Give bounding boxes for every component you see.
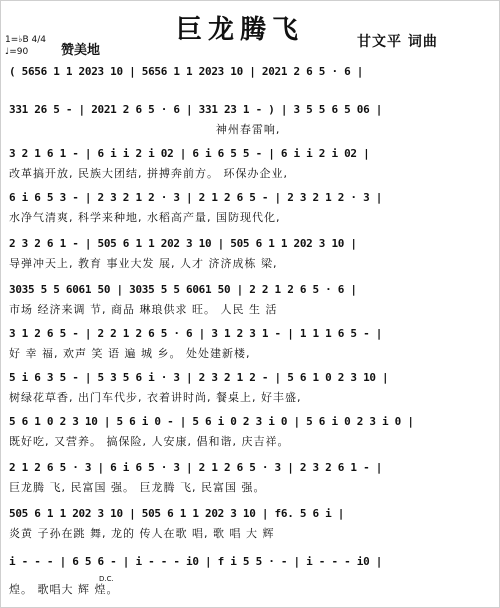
lyric-line: 煌。 歌唱大 辉 煌。 bbox=[9, 583, 119, 596]
music-line: 2 3 2 6 1 - | 505 6 1 1 202 3 10 | 505 6 1 1 202 3 10 | bbox=[9, 237, 357, 250]
author-credit: 甘文平 词曲 bbox=[357, 34, 438, 50]
music-line: 3035 5 5 6061 50 | 3035 5 5 6061 50 | 2 2 1 2 6 5 · 6 | bbox=[9, 283, 357, 296]
style-mark: 赞美地 bbox=[61, 43, 101, 58]
lyric-line: 好 幸 福, 欢声 笑 语 遍 城 乡。 处处建新楼, bbox=[9, 347, 251, 360]
music-line: 6 i 6 5 3 - | 2 3 2 1 2 · 3 | 2 1 2 6 5 - | 2 3 2 1 2 · 3 | bbox=[9, 191, 383, 204]
lyric-line: 水净气清爽, 科学来种地, 水稻高产量, 国防现代化, bbox=[9, 211, 281, 224]
lyric-line: 导弹冲天上, 教育 事业大发 展, 人才 济济成栋 梁, bbox=[9, 257, 278, 270]
lyric-line: 改革搞开放, 民族大团结, 拼搏奔前方。 环保办企业, bbox=[9, 167, 288, 180]
song-title: 巨龙腾飞 bbox=[176, 15, 305, 45]
music-line: i - - - | 6 5 6 - | i - - - i0 | f i 5 5 · - | i - - - i0 | bbox=[9, 555, 383, 568]
lyric-line: 树绿花草香, 出门车代步, 衣着讲时尚, 餐桌上, 好丰盛, bbox=[9, 391, 302, 404]
music-line: 3 2 1 6 1 - | 6 i i 2 i 02 | 6 i 6 5 5 - | 6 i i 2 i 02 | bbox=[9, 147, 370, 160]
lyric-line: 巨龙腾 飞, 民富国 强。 巨龙腾 飞, 民富国 强。 bbox=[9, 481, 266, 494]
music-line: ( 5656 1 1 2023 10 | 5656 1 1 2023 10 | 2021 2 6 5 · 6 | bbox=[9, 65, 364, 78]
music-line: 5 6 1 0 2 3 10 | 5 6 i 0 - | 5 6 i 0 2 3 i 0 | 5 6 i 0 2 3 i 0 | bbox=[9, 415, 414, 428]
lyric-line: 既好吃, 又营养。 搞保险, 人安康, 倡和谐, 庆吉祥。 bbox=[9, 435, 290, 448]
lyric-line: 神州春雷响, bbox=[9, 123, 281, 136]
lyric-line: 市场 经济来调 节, 商品 琳琅供求 旺。 人民 生 活 bbox=[9, 303, 278, 316]
da-capo-mark: D.C. bbox=[99, 575, 114, 583]
music-line: 505 6 1 1 202 3 10 | 505 6 1 1 202 3 10 | f6. 5 6 i | bbox=[9, 507, 345, 520]
music-line: 5 i 6 3 5 - | 5 3 5 6 i · 3 | 2 3 2 1 2 - | 5 6 1 0 2 3 10 | bbox=[9, 371, 389, 384]
music-line: 2 1 2 6 5 · 3 | 6 i 6 5 · 3 | 2 1 2 6 5 · 3 | 2 3 2 6 1 - | bbox=[9, 461, 383, 474]
music-line: 331 26 5 - | 2021 2 6 5 · 6 | 331 23 1 - ) | 3 5 5 6 5 06 | bbox=[9, 103, 383, 116]
tempo-mark: ♩=90 bbox=[5, 47, 29, 57]
music-line: 3 1 2 6 5 - | 2 2 1 2 6 5 · 6 | 3 1 2 3 1 - | 1 1 1 6 5 - | bbox=[9, 327, 383, 340]
lyric-line: 炎黄 子孙在跳 舞, 龙的 传人在歌 唱, 歌 唱 大 辉 bbox=[9, 527, 275, 540]
key-signature: 1=♭B 4/4 bbox=[5, 35, 47, 45]
